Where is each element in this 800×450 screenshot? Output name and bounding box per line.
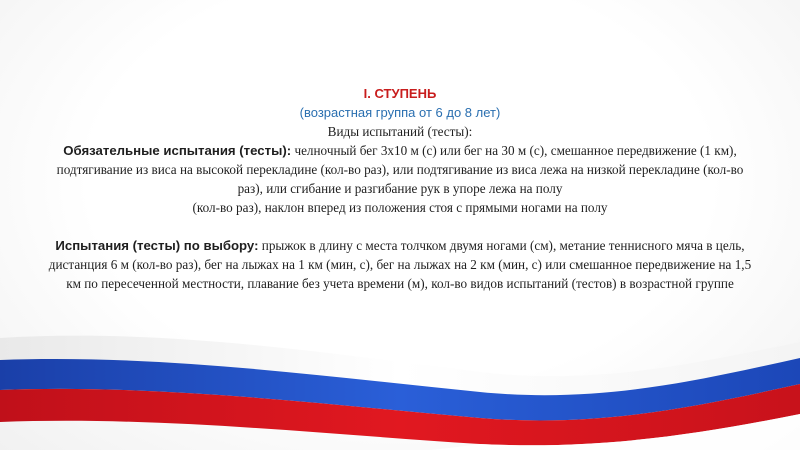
age-group: (возрастная группа от 6 до 8 лет): [299, 105, 501, 120]
slide-content: [44, 84, 756, 293]
spacer: [44, 217, 756, 236]
optional-tests-label: Испытания (тесты) по выбору:: [55, 238, 259, 253]
optional-tests-text: прыжок в длину с места толчком двумя ногами (см), метание теннисного мяча в цель, дистанция 6 м (кол-во раз), бег на лыжах на 1 км (мин, с), бег на лыжах на 2 км (мин, с) или смешанное передвижение на 1,5 км по пересеченной местности, плавание без учета времени (м), кол-во видов испытаний (тестов) в возрастной группе: [48, 238, 752, 291]
mandatory-tests: [44, 141, 756, 198]
mandatory-tests-label: Обязательные испытания (тесты):: [63, 143, 292, 158]
flag-ribbon-decoration: [0, 310, 800, 450]
mandatory-tests-continued: (кол-во раз), наклон вперед из положения стоя с прямыми ногами на полу: [192, 200, 608, 215]
step-title: I. СТУПЕНЬ: [363, 86, 437, 101]
optional-tests: [44, 236, 756, 293]
mandatory-tests-text: челночный бег 3х10 м (с) или бег на 30 м (с), смешанное передвижение (1 км), подтягивание из виса на высокой перекладине (кол-во раз), или подтягивание из виса лежа на низкой перекладине (кол-во раз), или сгибание и разгибание рук в упоре лежа на полу: [56, 143, 744, 196]
test-kinds-heading: Виды испытаний (тесты):: [327, 124, 473, 139]
